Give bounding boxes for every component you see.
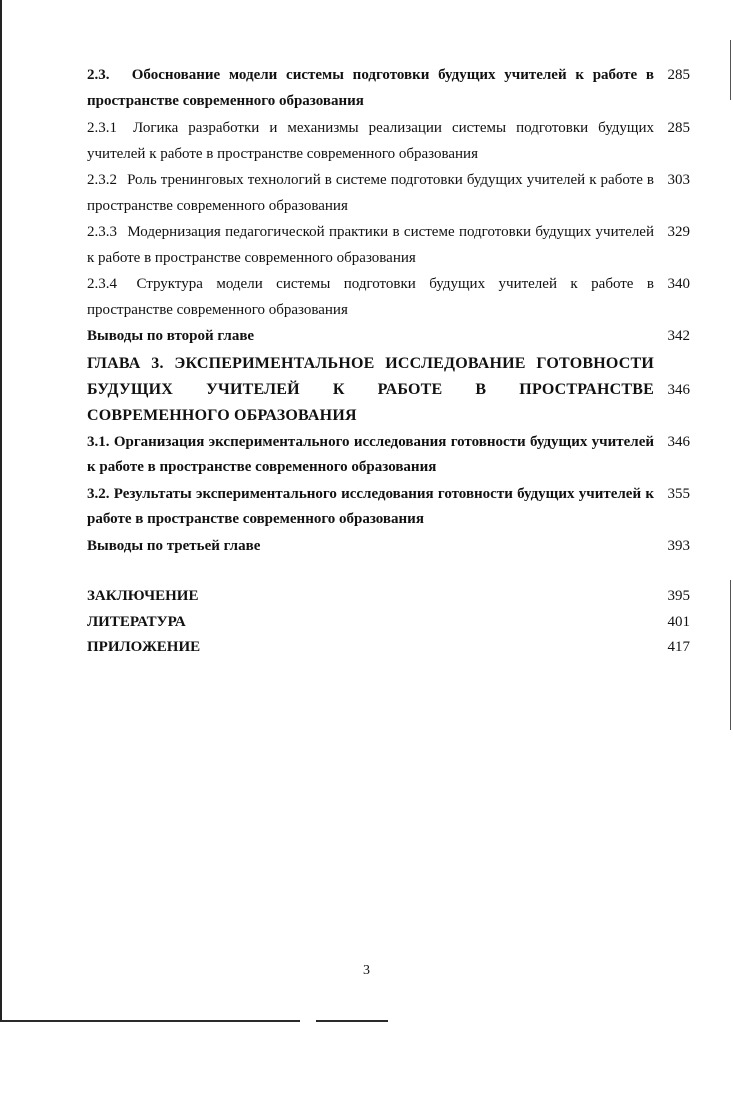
- toc-entry-page: 303: [667, 172, 690, 188]
- toc-entry-conclusions-chapter-3[interactable]: [87, 534, 690, 560]
- scan-bottom-edge-fragment: [316, 1020, 388, 1022]
- scan-right-edge: [730, 40, 731, 100]
- toc-entry-title: Обоснование модели системы подготовки будущих учителей к работе в пространстве современного образования: [87, 67, 654, 109]
- toc-entry-appendix[interactable]: [87, 635, 690, 661]
- scan-left-edge: [0, 0, 2, 1022]
- toc-entry-number: 2.3.2: [87, 172, 117, 188]
- toc-entry-page: 342: [667, 328, 690, 344]
- toc-entry-page: 346: [667, 381, 690, 398]
- toc-entry-page: 417: [667, 639, 690, 655]
- toc-entry-title: Результаты экспериментального исследования готовности будущих учителей к работе в пространстве современного образования: [87, 485, 654, 527]
- toc-entry-page: 395: [667, 588, 690, 604]
- scan-bottom-edge: [0, 1020, 300, 1022]
- toc-entry-title: Организация экспериментального исследования готовности будущих учителей к работе в пространстве современного образования: [87, 433, 655, 475]
- toc-entry-2-3[interactable]: [87, 63, 690, 114]
- toc-entry-title: Структура модели системы подготовки будущих учителей к работе в пространстве современного образования: [87, 276, 654, 318]
- toc-entry-page: 393: [667, 537, 690, 554]
- toc-entry-2-3-1[interactable]: [87, 116, 690, 167]
- toc-entry-page: 346: [667, 433, 690, 450]
- toc-entry-3-1[interactable]: [87, 430, 690, 481]
- toc-entry-title: ЗАКЛЮЧЕНИЕ: [87, 588, 199, 604]
- toc-entry-number: 2.3.4: [87, 276, 117, 292]
- toc-entry-title: ГЛАВА 3. ЭКСПЕРИМЕНТАЛЬНОЕ ИССЛЕДОВАНИЕ ГОТОВНОСТИ БУДУЩИХ УЧИТЕЛЕЙ К РАБОТЕ В ПРОСТРАНСТВЕ СОВРЕМЕННОГО ОБРАЗОВАНИЯ: [87, 354, 654, 424]
- toc-entry-title: Выводы по второй главе: [87, 328, 255, 344]
- toc-entry-3-2[interactable]: [87, 482, 690, 533]
- toc-entry-2-3-3[interactable]: [87, 220, 690, 271]
- scan-right-edge-fragment: [730, 580, 731, 730]
- table-of-contents: [87, 63, 690, 661]
- toc-entry-number: 3.2.: [87, 485, 110, 502]
- toc-entry-2-3-4[interactable]: [87, 272, 690, 323]
- toc-entry-number: 2.3.: [87, 67, 110, 83]
- toc-entry-chapter-3[interactable]: [87, 351, 690, 429]
- toc-entry-page: 401: [667, 613, 690, 630]
- toc-entry-page: 285: [667, 67, 690, 83]
- toc-entry-title: Модернизация педагогической практики в системе подготовки будущих учителей к работе в пространстве современного образования: [87, 224, 654, 266]
- toc-entry-title: ПРИЛОЖЕНИЕ: [87, 639, 201, 655]
- toc-entry-2-3-2[interactable]: [87, 168, 690, 219]
- toc-entry-number: 2.3.1: [87, 120, 117, 136]
- toc-entry-page: 329: [667, 224, 690, 240]
- toc-entry-page: 340: [667, 276, 690, 292]
- spacer: [87, 559, 690, 584]
- toc-entry-conclusion[interactable]: [87, 584, 690, 610]
- toc-entry-conclusions-chapter-2[interactable]: [87, 324, 690, 350]
- toc-entry-title: Логика разработки и механизмы реализации системы подготовки будущих учителей к работе в пространстве современного образования: [87, 120, 655, 162]
- toc-entry-title: ЛИТЕРАТУРА: [87, 613, 186, 630]
- toc-entry-title: Выводы по третьей главе: [87, 537, 261, 554]
- toc-entry-page: 355: [667, 485, 690, 502]
- toc-entry-number: 3.1.: [87, 433, 110, 450]
- page-number: 3: [363, 963, 370, 978]
- toc-entry-literature[interactable]: [87, 610, 690, 636]
- toc-entry-title: Роль тренинговых технологий в системе подготовки будущих учителей к работе в пространстве современного образования: [87, 172, 655, 214]
- toc-entry-page: 285: [667, 120, 690, 136]
- toc-entry-number: 2.3.3: [87, 224, 117, 240]
